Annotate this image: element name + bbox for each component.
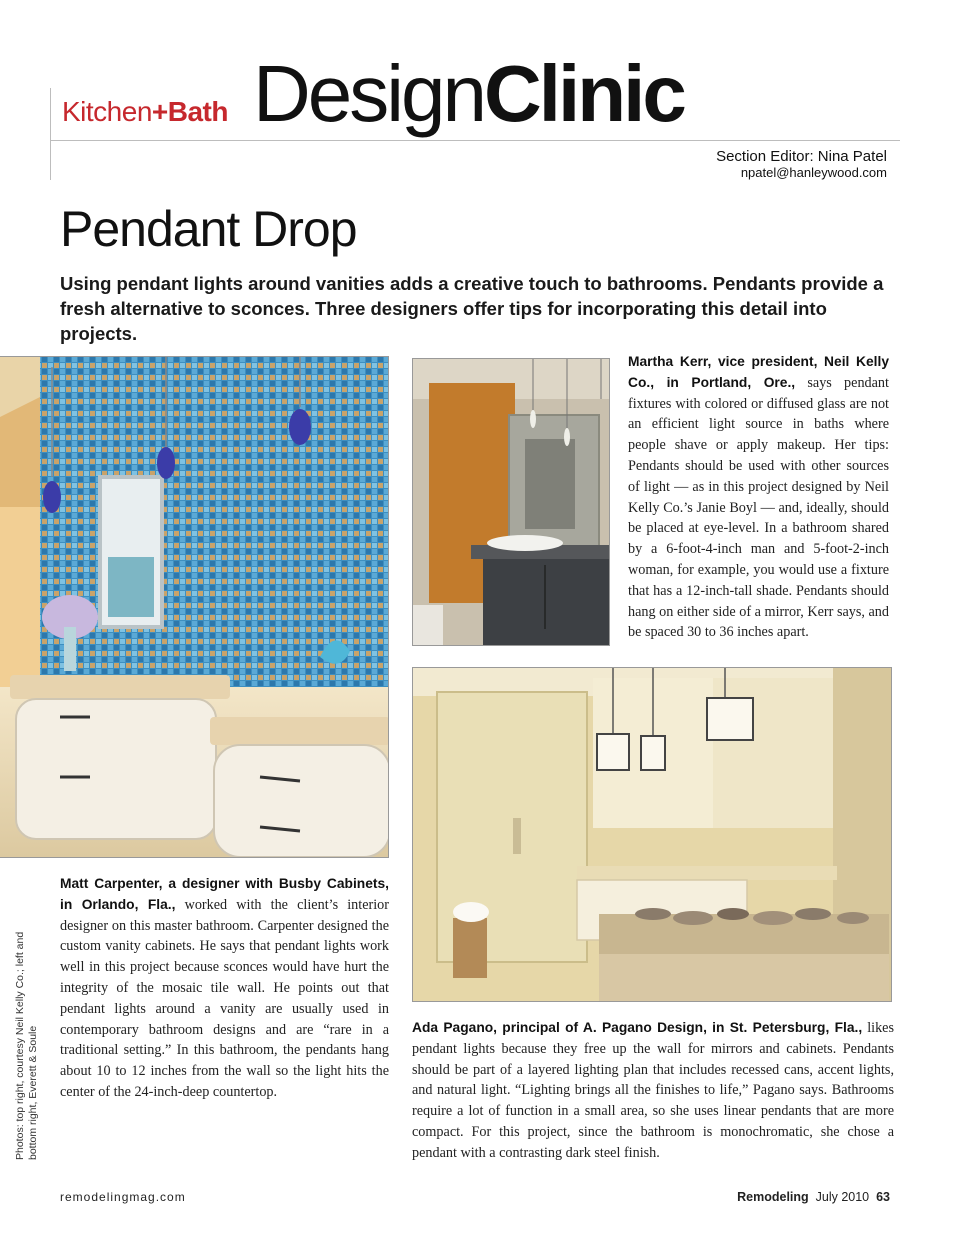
footer-issue: July 2010 [815,1190,870,1204]
section-brand-design-clinic [253,49,684,138]
section-editor [716,148,887,180]
text-martha-kerr: says pendant fixtures with colored or diffused glass are not an efficient light source in baths where people shave or apply makeup. Her tips: Pendants should be used with other sources of light — as in this project designed by Neil Kelly Co.’s Janie Boyl — and, ideally, should be placed at eye-level. In a bathroom shared by a 6-foot-4-inch man and 5-foot-2-inch woman, for example, you would use a fixture that has a 12-inch-tall shade. Pendants should hang on either side of a mirror, Kerr says, and be spaced 30 to 36 inches apart. [628,374,889,641]
paragraph-matt-carpenter [60,874,389,1103]
paragraph-ada-pagano [412,1018,894,1164]
lead-martha-kerr: Martha Kerr, vice president, Neil Kelly Co., in Portland, Ore., [628,354,889,390]
photo-mosaic-bathroom [0,356,389,858]
photo-credit: Photos: top right, courtesy Neil Kelly Co.; left and bottom right, Everett & Soule [14,931,39,1160]
lead-ada-pagano: Ada Pagano, principal of A. Pagano Design, in St. Petersburg, Fla., [412,1020,863,1035]
photo-neil-kelly-bathroom [412,358,610,646]
brand-kitchen: Kitchen [62,96,152,127]
lead-matt-carpenter: Matt Carpenter, a designer with Busby Cabinets, in Orlando, Fla., [60,876,389,912]
article-title: Pendant Drop [60,201,357,257]
editor-name: Section Editor: Nina Patel [716,148,887,165]
article-deck: Using pendant lights around vanities adds a creative touch to bathrooms. Pendants provide a fresh alternative to sconces. Three designers offer tips for incorporating this detail into projects. [60,273,884,344]
text-matt-carpenter: worked with the client’s interior designer on this master bathroom. Carpenter designed the custom vanity cabinets. He says that pendant lights work well in this project because sconces would have hurt the integrity of the mosaic tile wall. He points out that pendant lights around a vanity are usually used in contemporary bathroom designs and are “rare in a traditional setting.” In this bathroom, the pendants hang about 10 to 12 inches from the wall so the light hits the center of the 24-inch-deep countertop. [60,896,389,1100]
header-rule [50,140,900,141]
photo-pagano-bathroom [412,667,892,1002]
editor-email: npatel@hanleywood.com [740,165,887,180]
section-brand-kitchen-bath [62,96,228,128]
brand-design: Design [253,49,485,138]
header-vertical-rule [50,88,51,180]
brand-plus-bath: +Bath [151,96,228,127]
footer-folio [737,1190,890,1204]
text-ada-pagano: likes pendant lights because they free up the wall for mirrors and cabinets. Pendants should be part of a layered lighting plan that includes recessed cans, accent lights, and natural light. “Lighting brings all the finishes to life,” Pagano says. Bathrooms require a lot of function in a small area, so she uses linear pendants that are more compact. For this project, since the bathroom is monochromatic, she chose a pendant with a contrasting dark steel finish. [412,1020,894,1161]
footer-site: remodelingmag.com [60,1190,186,1204]
brand-clinic: Clinic [484,49,684,138]
footer-page-number: 63 [876,1190,890,1204]
footer-magazine: Remodeling [737,1190,809,1204]
paragraph-martha-kerr [628,352,889,643]
